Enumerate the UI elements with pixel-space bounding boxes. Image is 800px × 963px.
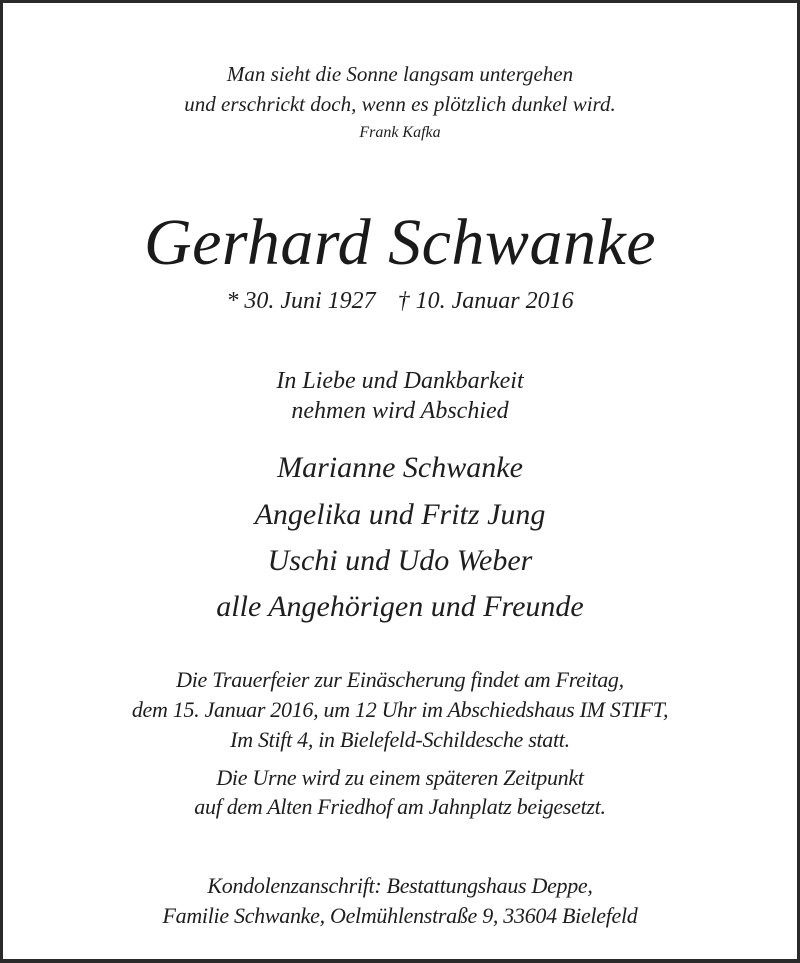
birth-date: * 30. Juni 1927 [226,288,376,314]
farewell-line-2: nehmen wird Abschied [291,398,509,424]
ceremony-line-1: Die Trauerfeier zur Einäscherung findet am Freitag, [176,667,624,692]
deceased-name: Gerhard Schwanke [143,206,657,279]
mourner: Marianne Schwanke [277,451,523,484]
mourner: Angelika und Fritz Jung [254,498,546,531]
ceremony-line-2: dem 15. Januar 2016, um 12 Uhr im Abschiedshaus IM STIFT, [131,697,669,722]
mourner: Uschi und Udo Weber [267,544,533,577]
mourner: alle Angehörigen und Freunde [216,590,584,623]
quote-line-2: und erschrickt doch, wenn es plötzlich dunkel wird. [184,92,616,116]
death-date: † 10. Januar 2016 [397,288,574,314]
life-dates [3,286,797,316]
condolence-line-1: Kondolenzanschrift: Bestattungshaus Deppe, [207,873,593,898]
urn-line-2: auf dem Alten Friedhof am Jahnplatz beigesetzt. [194,794,606,819]
urn-line-1: Die Urne wird zu einem späteren Zeitpunkt [216,765,584,790]
quote-line-1: Man sieht die Sonne langsam untergehen [226,62,574,86]
farewell-line-1: In Liebe und Dankbarkeit [276,368,524,394]
ceremony-line-3: Im Stift 4, in Bielefeld-Schildesche statt. [230,727,570,752]
quote-author: Frank Kafka [359,124,441,141]
condolence-line-2: Familie Schwanke, Oelmühlenstraße 9, 33604 Bielefeld [162,903,638,928]
